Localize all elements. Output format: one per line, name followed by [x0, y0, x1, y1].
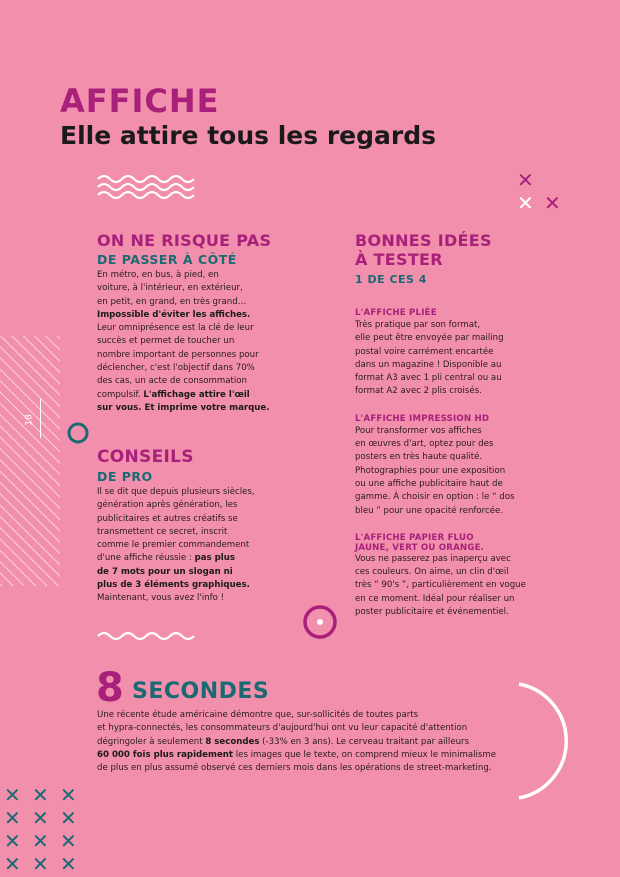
body-line: gamme. À choisir en option : le “ dos	[355, 492, 515, 503]
body-line: bleu ” pour une opacité renforcée.	[355, 505, 504, 516]
cross-icon: ✕	[4, 829, 21, 853]
body-text-bold: 8 secondes	[205, 736, 260, 747]
body-line: Une récente étude américaine démontre que, sur-sollicités de toutes parts	[97, 710, 419, 720]
body-line: des cas, un acte de consommation	[97, 376, 247, 387]
idea-body	[355, 553, 565, 619]
cross-icon: ✕	[60, 806, 77, 830]
body-line: en petit, en grand, en très grand…	[97, 296, 247, 307]
bottom-body	[97, 709, 567, 775]
ring-decoration	[66, 421, 90, 445]
body-line: elle peut être envoyée par mailing	[355, 333, 504, 344]
body-line: Pour transformer vos affiches	[355, 425, 482, 436]
body-line: ou une affiche publicitaire haut de	[355, 478, 503, 489]
body-text: (-33% en 3 ans). Le cerveau traitant par ailleurs	[259, 736, 470, 747]
cross-icon: ✕	[517, 168, 534, 192]
body-line-bold: de 7 mots pour un slogan ni	[97, 566, 233, 577]
body-line: Il se dit que depuis plusieurs siècles,	[97, 487, 255, 497]
body-line: Vous ne passerez pas inaperçu avec	[355, 553, 511, 564]
hatch-pattern	[0, 336, 60, 586]
big-word: SECONDES	[132, 679, 270, 704]
page-number: 18	[24, 414, 35, 426]
idea-body	[355, 319, 565, 399]
wave-decoration-middle	[96, 629, 198, 641]
cross-grid	[4, 785, 88, 877]
body-line	[97, 389, 317, 402]
body-line: génération après génération, les	[97, 500, 238, 511]
body-text-bold: pas plus	[194, 553, 235, 564]
page-number-rule	[40, 398, 42, 438]
body-line: nombre important de personnes pour	[97, 349, 259, 360]
body-line	[97, 552, 317, 565]
body-line: Maintenant, vous avez l'info !	[97, 593, 225, 604]
section-idees	[355, 231, 565, 619]
idea-title: JAUNE, VERT OU ORANGE.	[355, 542, 485, 553]
body-line: en œuvres d'art, optez pour des	[355, 439, 494, 450]
idea-title: L'AFFICHE IMPRESSION HD	[355, 413, 490, 424]
section-subheading: DE PASSER À CÔTÉ	[97, 252, 237, 267]
body-line: postal voire carrément encartée	[355, 346, 494, 357]
cross-icon: ✕	[32, 852, 49, 876]
big-number: 8	[96, 665, 124, 711]
idea-title: L'AFFICHE PAPIER FLUO	[355, 532, 474, 543]
section-heading: CONSEILS	[97, 447, 194, 467]
body-line	[97, 749, 567, 762]
section-heading: À TESTER	[355, 250, 443, 269]
body-line	[97, 736, 567, 749]
cross-icon: ✕	[60, 783, 77, 807]
body-text: compulsif.	[97, 389, 144, 400]
cross-icon: ✕	[4, 852, 21, 876]
cross-icon: ✕	[517, 191, 534, 215]
cross-icon: ✕	[4, 783, 21, 807]
section-heading: BONNES IDÉES	[355, 231, 492, 250]
body-line: poster publicitaire et événementiel.	[355, 607, 509, 618]
section-subheading: DE PRO	[97, 469, 153, 484]
idea-title: L'AFFICHE PLIÉE	[355, 308, 437, 318]
body-line: publicitaires et autres créatifs se	[97, 513, 238, 524]
section-body	[97, 269, 317, 415]
idea-item	[355, 414, 565, 518]
body-line: ces couleurs. On aime, un clin d'œil	[355, 567, 509, 578]
cross-icon: ✕	[32, 806, 49, 830]
body-line-bold: Impossible d'éviter les affiches.	[97, 309, 251, 320]
cross-icon: ✕	[544, 191, 561, 215]
body-line-bold: plus de 3 éléments graphiques.	[97, 580, 250, 591]
body-line: de plus en plus assumé observé ces derniers mois dans les opérations de street-marketing.	[97, 763, 492, 774]
wave-decoration-top	[96, 174, 198, 200]
body-line: succès et permet de toucher un	[97, 336, 235, 347]
body-line: très “ 90's ”, particulièrement en vogue	[355, 580, 526, 591]
body-text: d'une affiche réussie :	[97, 553, 195, 564]
section-risque	[97, 231, 317, 415]
page-subtitle: Elle attire tous les regards	[60, 121, 436, 150]
body-line: déclencher, c'est l'objectif dans 70%	[97, 363, 255, 374]
idea-body	[355, 425, 565, 518]
body-line: Leur omniprésence est la clé de leur	[97, 323, 254, 334]
section-subheading: 1 DE CES 4	[355, 273, 427, 286]
idea-item	[355, 308, 565, 399]
body-line-bold: sur vous. Et imprime votre marque.	[97, 402, 270, 413]
body-line: comme le premier commandement	[97, 540, 250, 551]
body-line: En métro, en bus, à pied, en	[97, 270, 219, 280]
body-line: Très pratique par son format,	[355, 320, 481, 330]
section-heading: ON NE RISQUE PAS	[97, 231, 272, 250]
cross-icon: ✕	[32, 829, 49, 853]
body-line: voiture, à l'intérieur, en extérieur,	[97, 283, 243, 294]
body-text: les images que le texte, on comprend mieux le minimalisme	[233, 749, 497, 760]
body-line: format A3 avec 1 pli central ou au	[355, 373, 502, 384]
target-decoration	[302, 604, 338, 640]
body-line: posters en très haute qualité.	[355, 452, 483, 463]
body-text: dégringoler à seulement	[97, 736, 206, 747]
page-title: AFFICHE	[60, 82, 220, 120]
body-line: en ce moment. Idéal pour réaliser un	[355, 593, 515, 604]
body-text-bold: 60 000 fois plus rapidement	[97, 749, 234, 760]
body-line: et hypra-connectés, les consommateurs d'aujourd'hui ont vu leur capacité d'attention	[97, 723, 468, 734]
body-line: Photographies pour une exposition	[355, 465, 506, 476]
body-line: dans un magazine ! Disponible au	[355, 359, 502, 370]
body-text-bold: L'affichage attire l'œil	[143, 389, 250, 400]
cross-icon: ✕	[32, 783, 49, 807]
cross-icon: ✕	[60, 829, 77, 853]
idea-item	[355, 533, 565, 619]
section-body	[97, 486, 317, 606]
body-line: transmettent ce secret, inscrit	[97, 526, 228, 537]
cross-icon: ✕	[60, 852, 77, 876]
cross-icon: ✕	[4, 806, 21, 830]
body-line: format A2 avec 2 plis croisés.	[355, 386, 482, 397]
section-conseils	[97, 448, 317, 606]
